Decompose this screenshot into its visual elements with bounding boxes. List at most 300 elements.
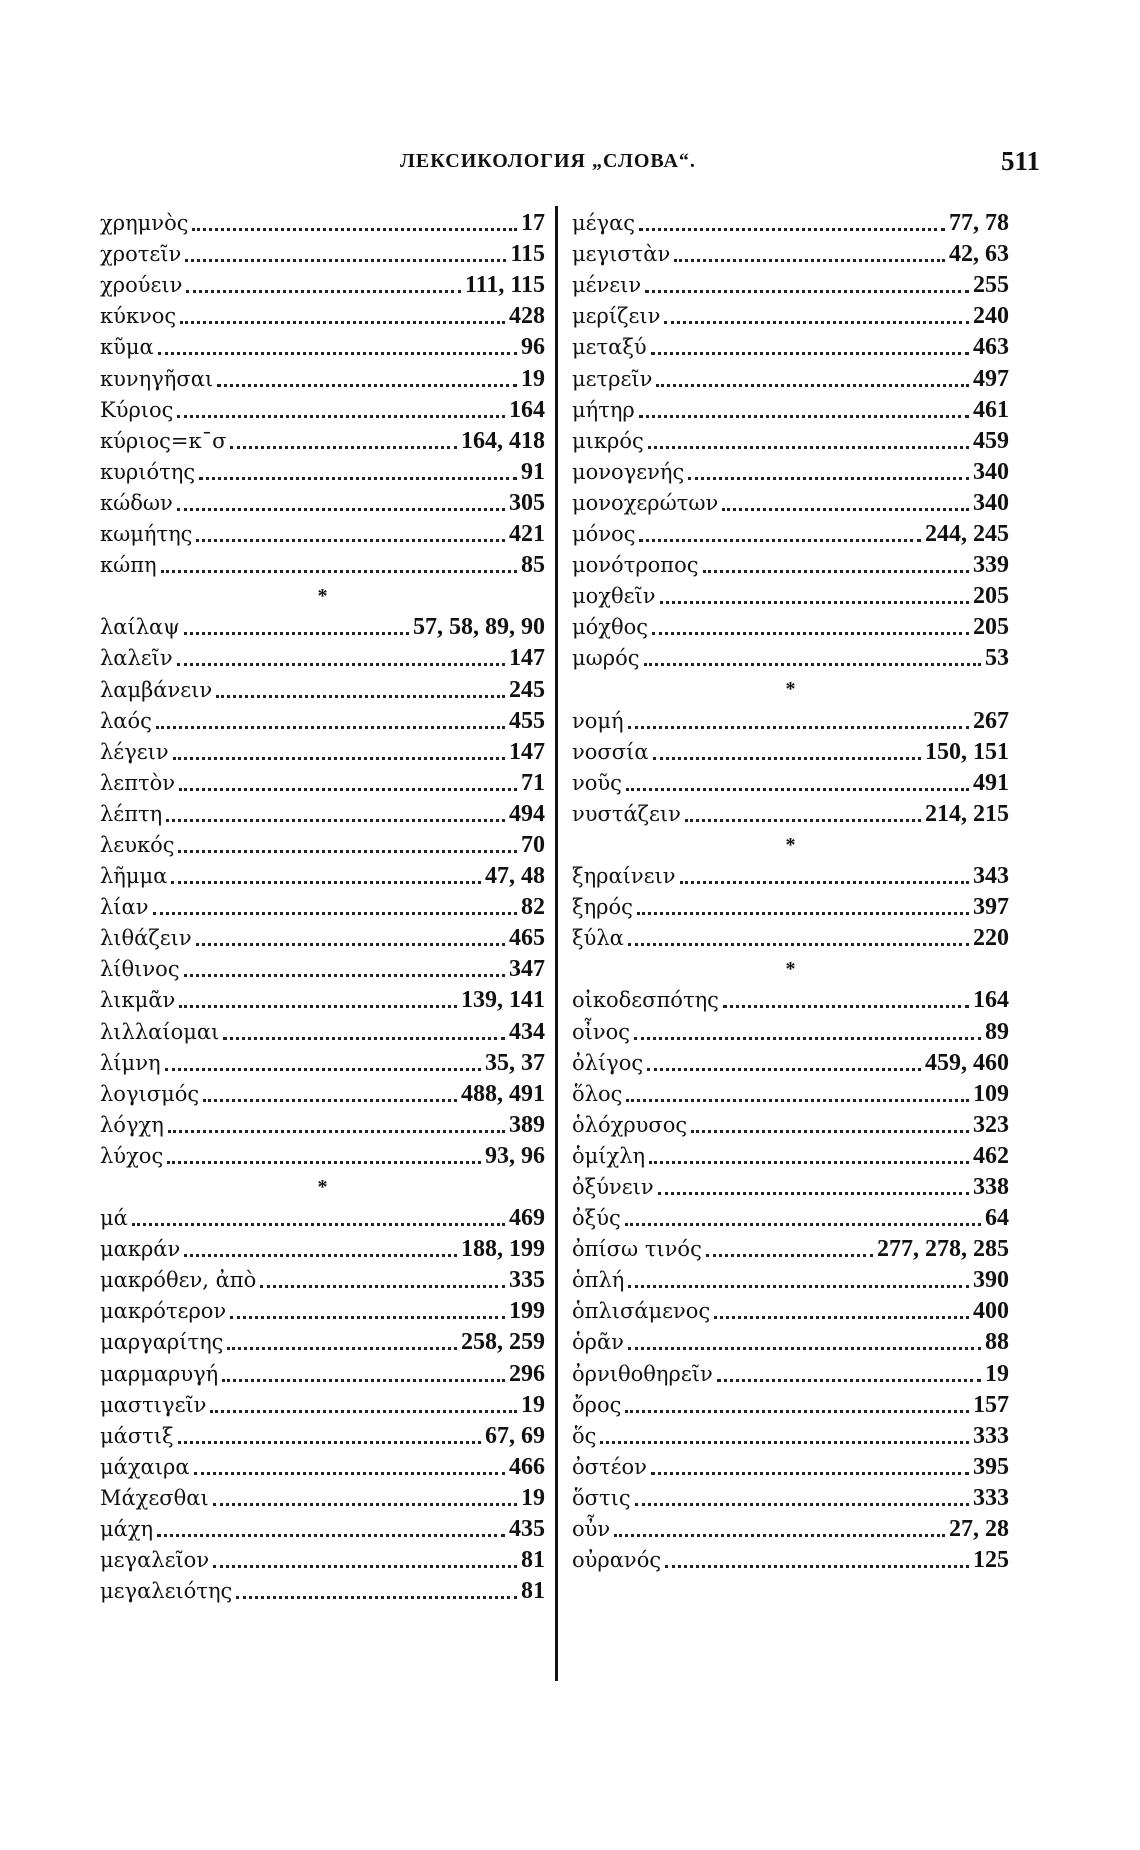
index-term: μαργαρίτης	[100, 1330, 224, 1355]
page-references: 255	[973, 272, 1009, 299]
page-references: 455	[509, 707, 545, 734]
index-entry	[100, 488, 545, 519]
page-references: 77, 78	[949, 210, 1009, 237]
index-term: Μάχεσθαι	[100, 1485, 209, 1510]
index-entry	[100, 1576, 545, 1607]
index-entry	[100, 1390, 545, 1421]
page-references: 19	[521, 1391, 545, 1418]
index-entry	[100, 612, 545, 643]
dot-leader	[628, 726, 969, 729]
index-term: ὄρος	[572, 1392, 622, 1417]
dot-leader	[177, 415, 505, 418]
index-term: μήτηρ	[572, 397, 635, 422]
index-entry	[100, 519, 545, 550]
index-entry	[572, 395, 1009, 426]
dot-leader	[213, 1565, 517, 1568]
index-entry	[572, 861, 1009, 892]
index-term: ὁμίχλη	[572, 1143, 646, 1168]
dot-leader	[628, 1347, 981, 1350]
index-term: μάστιξ	[100, 1423, 174, 1448]
index-term: λύχος	[100, 1143, 164, 1168]
index-entry	[572, 1421, 1009, 1452]
page-references: 428	[509, 303, 545, 330]
page-references: 459	[973, 427, 1009, 454]
index-entry	[572, 1234, 1009, 1265]
index-term: κύκνος	[100, 304, 177, 329]
index-entry	[100, 395, 545, 426]
dot-leader	[639, 415, 969, 418]
page-references: 188, 199	[461, 1236, 545, 1263]
index-term: μαστιγεῖν	[100, 1392, 207, 1417]
index-term: λέπτη	[100, 801, 163, 826]
dot-leader	[222, 1379, 505, 1382]
dot-leader	[178, 1441, 481, 1444]
index-term: οἰκοδεσπότης	[572, 988, 719, 1013]
index-term: ὀξύς	[572, 1206, 621, 1231]
index-term: ὁλόχρυσος	[572, 1112, 688, 1137]
dot-leader	[665, 1565, 969, 1568]
page-references: 333	[973, 1422, 1009, 1449]
dot-leader	[158, 352, 517, 355]
dot-leader	[674, 259, 945, 262]
page-references: 85	[521, 552, 545, 579]
index-entry	[100, 1296, 545, 1327]
dot-leader	[227, 1347, 457, 1350]
index-entry	[100, 923, 545, 954]
index-term: ὀπίσω τινός	[572, 1237, 702, 1262]
index-term: ὅς	[572, 1423, 597, 1448]
page-references: 67, 69	[485, 1422, 545, 1449]
index-entry	[100, 1234, 545, 1265]
index-term: ὁπλισάμενος	[572, 1299, 711, 1324]
page-references: 109	[973, 1080, 1009, 1107]
index-entry	[100, 892, 545, 923]
index-entry	[572, 892, 1009, 923]
index-term: νοῦς	[572, 770, 622, 795]
page-references: 461	[973, 396, 1009, 423]
index-entry	[572, 1048, 1009, 1079]
dot-leader	[230, 1316, 505, 1319]
page-references: 323	[973, 1111, 1009, 1138]
index-term: λαλεῖν	[100, 646, 173, 671]
page-references: 19	[521, 365, 545, 392]
index-entry	[572, 1203, 1009, 1234]
page-references: 244, 245	[925, 521, 1009, 548]
dot-leader	[203, 1099, 457, 1102]
index-entry	[100, 1265, 545, 1296]
dot-leader	[217, 384, 517, 387]
index-entry	[100, 457, 545, 488]
page-references: 434	[509, 1018, 545, 1045]
dot-leader	[688, 477, 969, 480]
index-term: μονογενής	[572, 459, 685, 484]
page-references: 57, 58, 89, 90	[413, 614, 545, 641]
index-term: χροτεῖν	[100, 242, 182, 267]
index-entry	[572, 550, 1009, 581]
index-column-left	[100, 208, 545, 1607]
dot-leader	[185, 259, 506, 262]
index-term: κωμήτης	[100, 522, 193, 547]
dot-leader	[722, 508, 969, 511]
index-term: ξύλα	[572, 926, 624, 951]
index-term: κώπη	[100, 553, 157, 578]
index-term: ὀστέον	[572, 1454, 647, 1479]
index-term: μένειν	[572, 273, 642, 298]
index-term: μάχαιρα	[100, 1454, 190, 1479]
page-references: 220	[973, 925, 1009, 952]
page-references: 47, 48	[485, 863, 545, 890]
dot-leader	[186, 290, 461, 293]
dot-leader	[184, 974, 505, 977]
page-references: 81	[521, 1578, 545, 1605]
index-term: λίμνη	[100, 1050, 161, 1075]
dot-leader	[165, 1068, 481, 1071]
index-term: λέγειν	[100, 739, 169, 764]
dot-leader	[213, 1503, 517, 1506]
dot-leader	[691, 1130, 969, 1133]
index-entry	[572, 301, 1009, 332]
index-term: χρούειν	[100, 273, 183, 298]
dot-leader	[230, 446, 457, 449]
dot-leader	[173, 757, 505, 760]
dot-leader	[223, 1037, 505, 1040]
dot-leader	[153, 912, 518, 915]
page-references: 199	[509, 1298, 545, 1325]
index-term: μικρός	[572, 428, 644, 453]
index-entry	[100, 954, 545, 985]
index-term: οὐρανός	[572, 1548, 662, 1573]
dot-leader	[236, 1596, 517, 1599]
index-term: λαός	[100, 708, 152, 733]
page-references: 435	[509, 1516, 545, 1543]
page-references: 240	[973, 303, 1009, 330]
section-separator: *	[785, 958, 796, 981]
page-references: 17	[521, 210, 545, 237]
page-references: 296	[509, 1360, 545, 1387]
dot-leader	[648, 446, 969, 449]
page-references: 333	[973, 1484, 1009, 1511]
dot-leader	[626, 1099, 969, 1102]
dot-leader	[167, 1161, 481, 1164]
page-references: 150, 151	[925, 738, 1009, 765]
page-references: 96	[521, 334, 545, 361]
page-references: 245	[509, 676, 545, 703]
index-entry	[572, 737, 1009, 768]
page-references: 111, 115	[464, 272, 545, 299]
index-entry	[572, 457, 1009, 488]
dot-leader	[685, 819, 921, 822]
index-term: λιθάζειν	[100, 926, 192, 951]
index-entry	[100, 674, 545, 705]
index-entry	[572, 612, 1009, 643]
index-term: ὁρᾶν	[572, 1330, 624, 1355]
page-references: 42, 63	[949, 241, 1009, 268]
index-entry	[100, 208, 545, 239]
index-entry	[100, 1545, 545, 1576]
index-entry	[100, 830, 545, 861]
index-term: ὀρνιθοθηρεῖν	[572, 1361, 713, 1386]
section-separator: *	[317, 1175, 328, 1198]
page-number: 511	[1000, 146, 1040, 176]
page-references: 494	[509, 800, 545, 827]
dot-leader	[717, 1379, 981, 1382]
dot-leader	[161, 570, 517, 573]
index-entry	[100, 1110, 545, 1141]
index-entry	[572, 270, 1009, 301]
index-term: μάχη	[100, 1517, 154, 1542]
page-references: 491	[973, 769, 1009, 796]
page-references: 53	[985, 645, 1009, 672]
page-references: 214, 215	[925, 800, 1009, 827]
page-references: 347	[509, 956, 545, 983]
page-references: 115	[510, 241, 545, 268]
dot-leader	[614, 1534, 945, 1537]
page-references: 462	[973, 1142, 1009, 1169]
index-entry	[100, 1016, 545, 1047]
dot-leader	[199, 477, 517, 480]
page-references: 205	[973, 614, 1009, 641]
index-term: λόγχη	[100, 1112, 164, 1137]
dot-leader	[210, 1410, 517, 1413]
dot-leader	[184, 1254, 457, 1257]
index-entry	[572, 488, 1009, 519]
dot-leader	[639, 228, 945, 231]
dot-leader	[177, 663, 505, 666]
index-entry	[572, 1483, 1009, 1514]
index-entry	[100, 1048, 545, 1079]
index-entry	[572, 923, 1009, 954]
dot-leader	[192, 228, 517, 231]
page-references: 164	[973, 987, 1009, 1014]
dot-leader	[178, 850, 517, 853]
index-column-right	[572, 208, 1009, 1576]
index-entry	[100, 1452, 545, 1483]
index-entry	[100, 363, 545, 394]
index-term: κυνηγῆσαι	[100, 366, 214, 391]
dot-leader	[706, 1254, 873, 1257]
page-references: 463	[973, 334, 1009, 361]
page-references: 469	[509, 1205, 545, 1232]
index-term: μόχθος	[572, 615, 649, 640]
dot-leader	[156, 726, 505, 729]
index-term: λίθινος	[100, 957, 180, 982]
page-references: 400	[973, 1298, 1009, 1325]
page-references: 390	[973, 1267, 1009, 1294]
page-references: 421	[509, 521, 545, 548]
index-term: μέγας	[572, 211, 636, 236]
index-term: οὖν	[572, 1517, 611, 1542]
dot-leader	[660, 601, 969, 604]
page-references: 64	[985, 1205, 1009, 1232]
index-entry	[572, 1079, 1009, 1110]
page-references: 397	[973, 894, 1009, 921]
index-entry	[572, 706, 1009, 737]
index-entry	[100, 737, 545, 768]
dot-leader	[664, 321, 969, 324]
index-entry	[572, 239, 1009, 270]
index-term: μά	[100, 1206, 128, 1231]
page-references: 389	[509, 1111, 545, 1138]
dot-leader	[625, 1410, 969, 1413]
index-term: μόνος	[572, 522, 636, 547]
index-entry	[100, 301, 545, 332]
index-term: μεγαλεῖον	[100, 1548, 210, 1573]
index-entry	[100, 1358, 545, 1389]
dot-leader	[626, 788, 969, 791]
page-references: 258, 259	[461, 1329, 545, 1356]
index-entry	[572, 985, 1009, 1016]
dot-leader	[714, 1316, 969, 1319]
dot-leader	[196, 539, 505, 542]
page-references: 35, 37	[485, 1049, 545, 1076]
dot-leader	[168, 1130, 505, 1133]
page-references: 164, 418	[461, 427, 545, 454]
index-entry	[572, 363, 1009, 394]
index-term: ὅστις	[572, 1485, 631, 1510]
section-separator: *	[317, 585, 328, 608]
index-entry	[100, 985, 545, 1016]
dot-leader	[651, 1472, 969, 1475]
column-divider	[555, 206, 558, 1681]
page-references: 343	[973, 863, 1009, 890]
index-entry	[572, 768, 1009, 799]
index-term: Κύριος	[100, 397, 174, 422]
dot-leader	[634, 1037, 981, 1040]
index-entry	[572, 1545, 1009, 1576]
dot-leader	[171, 881, 481, 884]
page-references: 335	[509, 1267, 545, 1294]
dot-leader	[703, 570, 969, 573]
page-references: 164	[509, 396, 545, 423]
index-term: μετρεῖν	[572, 366, 653, 391]
index-term: μοχθεῖν	[572, 584, 656, 609]
dot-leader	[639, 539, 921, 542]
index-entry	[100, 1141, 545, 1172]
page-references: 157	[973, 1391, 1009, 1418]
page-references: 466	[509, 1453, 545, 1480]
index-entry	[572, 1141, 1009, 1172]
index-entry	[572, 581, 1009, 612]
dot-leader	[651, 352, 969, 355]
index-entry	[572, 1110, 1009, 1141]
index-entry	[572, 1358, 1009, 1389]
index-term: μεταξύ	[572, 335, 647, 360]
index-entry	[572, 1016, 1009, 1047]
index-term: μακρότερον	[100, 1299, 227, 1324]
dot-leader	[132, 1223, 505, 1226]
dot-leader	[179, 1005, 457, 1008]
dot-leader	[658, 1192, 969, 1195]
index-term: μονοχερώτων	[572, 490, 719, 515]
dot-leader	[196, 943, 505, 946]
index-term: λογισμός	[100, 1081, 200, 1106]
index-entry	[100, 270, 545, 301]
index-entry	[100, 1327, 545, 1358]
page-references: 71	[521, 769, 545, 796]
dot-leader	[628, 1285, 969, 1288]
index-term: λευκός	[100, 832, 175, 857]
index-entry	[572, 519, 1009, 550]
index-term: ξηρός	[572, 895, 633, 920]
section-separator: *	[785, 833, 796, 856]
index-term: νομή	[572, 708, 624, 733]
index-term: ὀλίγος	[572, 1050, 644, 1075]
index-term: μεγαλειότης	[100, 1579, 233, 1604]
index-term: λαμβάνειν	[100, 677, 213, 702]
index-entry	[100, 706, 545, 737]
index-entry	[100, 643, 545, 674]
page-references: 305	[509, 489, 545, 516]
index-entry	[572, 799, 1009, 830]
dot-leader	[194, 1472, 506, 1475]
page-references: 340	[973, 458, 1009, 485]
page-references: 139, 141	[461, 987, 545, 1014]
index-entry	[572, 1172, 1009, 1203]
page-references: 488, 491	[461, 1080, 545, 1107]
index-term: μερίζειν	[572, 304, 661, 329]
page-references: 91	[521, 458, 545, 485]
index-entry	[100, 1079, 545, 1110]
running-header-title: ЛЕКСИКОЛОГИЯ „СЛОВА“.	[400, 150, 696, 172]
index-entry	[100, 426, 545, 457]
page-references: 147	[509, 645, 545, 672]
index-term: ὁπλή	[572, 1268, 625, 1293]
index-entry	[572, 1452, 1009, 1483]
index-entry	[100, 768, 545, 799]
index-term: μεγιστὰν	[572, 242, 671, 267]
index-term: ξηραίνειν	[572, 864, 676, 889]
page-references: 267	[973, 707, 1009, 734]
index-entry	[572, 1265, 1009, 1296]
index-entry	[100, 861, 545, 892]
index-term: ὅλος	[572, 1081, 623, 1106]
index-term: ὀξύνειν	[572, 1175, 654, 1199]
dot-leader	[656, 384, 969, 387]
index-term: κύριος=κ¯σ	[100, 428, 227, 453]
index-term: κυριότης	[100, 459, 196, 484]
index-entry	[572, 1514, 1009, 1545]
index-term: μονότροπος	[572, 553, 699, 578]
dot-leader	[637, 912, 969, 915]
dot-leader	[625, 1223, 981, 1226]
page-references: 70	[521, 831, 545, 858]
page-references: 89	[985, 1018, 1009, 1045]
dot-leader	[723, 1005, 969, 1008]
index-term: μακρόθεν, ἀπὸ	[100, 1268, 257, 1293]
dot-leader	[260, 1285, 505, 1288]
page-references: 19	[985, 1360, 1009, 1387]
section-separator: *	[785, 678, 796, 701]
index-entry	[100, 1421, 545, 1452]
dot-leader	[166, 819, 505, 822]
page-references: 339	[973, 552, 1009, 579]
page-references: 93, 96	[485, 1142, 545, 1169]
page-references: 465	[509, 925, 545, 952]
page-references: 82	[521, 894, 545, 921]
page-references: 88	[985, 1329, 1009, 1356]
index-term: λικμᾶν	[100, 988, 176, 1013]
page-references: 125	[973, 1547, 1009, 1574]
index-entry	[572, 1390, 1009, 1421]
dot-leader	[177, 508, 505, 511]
index-entry	[572, 332, 1009, 363]
dot-leader	[179, 788, 517, 791]
dot-leader	[184, 632, 409, 635]
page-references: 340	[973, 489, 1009, 516]
index-entry	[100, 239, 545, 270]
dot-leader	[157, 1534, 505, 1537]
index-entry	[100, 332, 545, 363]
